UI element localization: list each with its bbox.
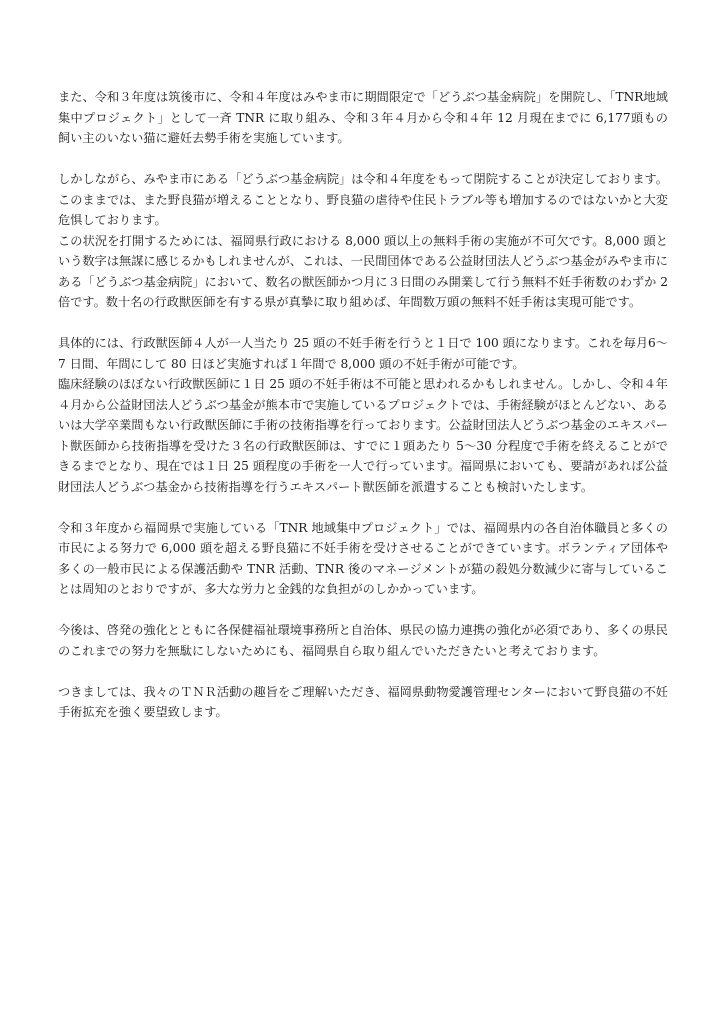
paragraph-clinic-closure: しかしながら、みやま市にある「どうぶつ基金病院」は令和４年度をもって閉院することが決定しております。このままでは、また野良猫が増えることとなり、野良猫の虐待や住民トラブル等も増加するのではないかと大変危惧しております。	[58, 172, 668, 227]
paragraph-technical-guidance: 臨床経験のほぼない行政獣医師に１日 25 頭の不妊手術は不可能と思われるかもしれません。しかし、令和４年４月から公益財団法人どうぶつ基金が熊本市で実施しているプロジェクトでは、手術経験がほとんどない、あるいは大学卒業間もない行政獣医師に手術の技術指導を行っております。公益財団法人どうぶつ基金のエキスパート獣医師から技術指導を受けた３名の行政獣医師は、すでに１頭あたり 5～30 分程度で手術を終えることができるまでとなり、現在では１日 25 頭程度の手術を一人で行っています。福岡県においても、要請があれば公益財団法人どうぶつ基金から技術指導を行うエキスパート獣医師を派遣することも検討いたします。	[58, 377, 668, 494]
paragraph-spacer	[58, 149, 668, 170]
paragraph-free-surgery-need: この状況を打開するためには、福岡県行政における 8,000 頭以上の無料手術の実施が不可欠です。8,000 頭という数字は無謀に感じるかもしれませんが、これは、一民間団体である公益財団法人どうぶつ基金がみやま市にある「どうぶつ基金病院」において、数名の獣医師かつ月に３日間のみ開業して行う無料不妊手術数のわずか 2 倍です。数十名の行政獣医師を有する県が真摯に取り組めば、年間数万頭の無料不妊手術は実現可能です。	[58, 233, 668, 309]
paragraph-concrete-plan: 具体的には、行政獣医師４人が一人当たり 25 頭の不妊手術を行うと１日で 100 頭になります。これを毎月6～7 日間、年間にして 80 日ほど実施すれば１年間で 8,000 頭の不妊手術が可能です。	[58, 336, 668, 371]
document-body	[58, 87, 668, 723]
paragraph-spacer	[58, 497, 668, 518]
paragraph-tnr-project: 令和３年度から福岡県で実施している「TNR 地域集中プロジェクト」では、福岡県内の各自治体職員と多くの市民による努力で 6,000 頭を超える野良猫に不妊手術を受けさせることができています。ボランティア団体や多くの一般市民による保護活動や TNR 活動、TNR 後のマネージメントが猫の殺処分数減少に寄与していることは周知のとおりですが、多大な労力と金銭的な負担がのしかかっています。	[58, 520, 668, 596]
paragraph-request: つきましては、我々のＴＮＲ活動の趣旨をご理解いただき、福岡県動物愛護管理センターにおいて野良猫の不妊手術拡充を強く要望致します。	[58, 684, 668, 719]
paragraph-future-cooperation: 今後は、啓発の強化とともに各保健福祉環境事務所と自治体、県民の協力連携の強化が必須であり、多くの県民のこれまでの努力を無駄にしないためにも、福岡県自ら取り組んでいただきたいと考えております。	[58, 623, 668, 658]
paragraph-clinic-history: また、令和３年度は筑後市に、令和４年度はみやま市に期間限定で「どうぶつ基金病院」を開院し、「TNR地域集中プロジェクト」として一斉 TNR に取り組み、令和３年４月から令和４年 12 月現在までに 6,177頭もの飼い主のいない猫に避妊去勢手術を実施しています。	[58, 90, 668, 145]
paragraph-spacer	[58, 600, 668, 621]
paragraph-spacer	[58, 661, 668, 682]
paragraph-spacer	[58, 313, 668, 334]
